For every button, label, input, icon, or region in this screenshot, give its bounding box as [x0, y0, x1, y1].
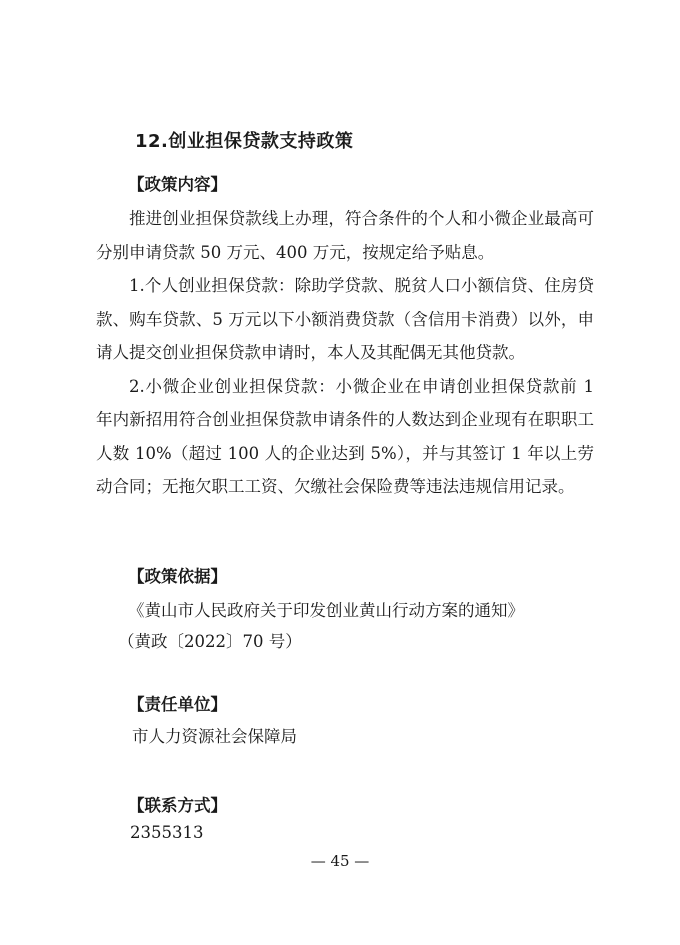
policy-basis-label: 【政策依据】	[128, 567, 227, 586]
policy-content-body	[96, 202, 594, 504]
contact-phone: 2355313	[130, 823, 204, 842]
contact-label: 【联系方式】	[128, 796, 227, 815]
content-paragraph: 1.个人创业担保贷款：除助学贷款、脱贫人口小额信贷、住房贷款、购车贷款、5 万元以下小额消费贷款（含信用卡消费）以外，申请人提交创业担保贷款申请时，本人及其配偶无其他贷款。	[96, 276, 594, 362]
content-paragraph: 推进创业担保贷款线上办理，符合条件的个人和小微企业最高可分别申请贷款 50 万元、400 万元，按规定给予贴息。	[96, 209, 594, 262]
responsible-unit-value: 市人力资源社会保障局	[132, 727, 297, 746]
policy-basis-document: 《黄山市人民政府关于印发创业黄山行动方案的通知》	[128, 601, 524, 620]
responsible-unit-label: 【责任单位】	[128, 695, 227, 714]
policy-content-label: 【政策内容】	[128, 175, 227, 194]
policy-basis-number: （黄政〔2022〕70 号）	[118, 632, 302, 651]
content-paragraph: 2.小微企业创业担保贷款：小微企业在申请创业担保贷款前 1 年内新招用符合创业担保贷款申请条件的人数达到企业现有在职职工人数 10%（超过 100 人的企业达到 5%），并与其签订 1 年以上劳动合同；无拖欠职工工资、欠缴社会保险费等违法违规信用记录。	[96, 376, 594, 496]
policy-heading: 12.创业担保贷款支持政策	[135, 131, 354, 152]
page-number: — 45 —	[310, 852, 370, 870]
